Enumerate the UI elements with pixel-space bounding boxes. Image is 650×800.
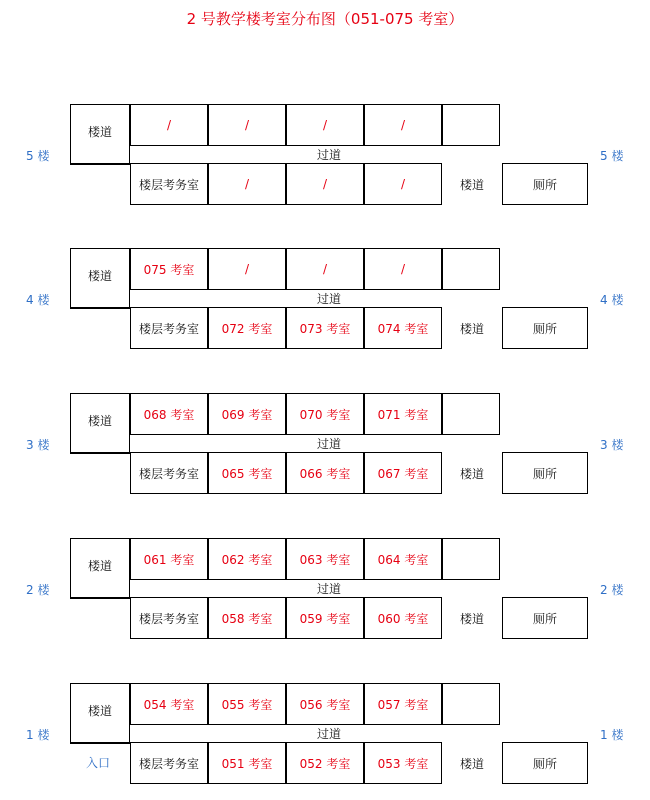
bottom-room-1: 065 考室 <box>208 452 286 494</box>
top-room-4: 057 考室 <box>364 683 442 725</box>
stairwell-left: 楼道 <box>70 538 130 598</box>
floor-label-left: 5 楼 <box>26 149 50 163</box>
corridor: 过道 <box>316 437 341 451</box>
bottom-room-2: 073 考室 <box>286 307 364 349</box>
bottom-room-3: 074 考室 <box>364 307 442 349</box>
top-room-4: 064 考室 <box>364 538 442 580</box>
bottom-room-2: 066 考室 <box>286 452 364 494</box>
top-room-3: 070 考室 <box>286 393 364 435</box>
floor-3 <box>0 393 650 493</box>
bottom-room-2: 059 考室 <box>286 597 364 639</box>
bottom-room-3: 053 考室 <box>364 742 442 784</box>
page-title: 2 号教学楼考室分布图（051-075 考室） <box>186 10 464 28</box>
stairwell-right: 楼道 <box>442 597 502 639</box>
top-room-1: 054 考室 <box>130 683 208 725</box>
top-room-1: 061 考室 <box>130 538 208 580</box>
top-room-2: 055 考室 <box>208 683 286 725</box>
floor-label-right: 5 楼 <box>600 149 624 163</box>
top-room-2: 062 考室 <box>208 538 286 580</box>
top-room-5 <box>442 683 500 725</box>
floor-label-right: 3 楼 <box>600 438 624 452</box>
top-room-3: / <box>286 248 364 290</box>
stairwell-left: 楼道 <box>70 683 130 743</box>
entrance-label: 入口 <box>86 756 111 770</box>
top-room-5 <box>442 538 500 580</box>
corridor: 过道 <box>316 582 341 596</box>
bottom-room-1: 072 考室 <box>208 307 286 349</box>
corridor: 过道 <box>316 727 341 741</box>
toilet: 厕所 <box>502 452 588 494</box>
bottom-room-3: 060 考室 <box>364 597 442 639</box>
floor-label-left: 2 楼 <box>26 583 50 597</box>
stairwell-right: 楼道 <box>442 452 502 494</box>
floor-office: 楼层考务室 <box>130 163 208 205</box>
stairwell-right: 楼道 <box>442 742 502 784</box>
stairwell-right: 楼道 <box>442 163 502 205</box>
stairwell-left: 楼道 <box>70 104 130 164</box>
bottom-room-3: / <box>364 163 442 205</box>
top-room-4: / <box>364 104 442 146</box>
bottom-room-1: 051 考室 <box>208 742 286 784</box>
floor-office: 楼层考务室 <box>130 452 208 494</box>
top-room-4: 071 考室 <box>364 393 442 435</box>
toilet: 厕所 <box>502 307 588 349</box>
floor-label-left: 3 楼 <box>26 438 50 452</box>
top-room-5 <box>442 104 500 146</box>
top-room-5 <box>442 248 500 290</box>
floor-5 <box>0 104 650 204</box>
bottom-room-2: / <box>286 163 364 205</box>
floor-4 <box>0 248 650 348</box>
floor-office: 楼层考务室 <box>130 307 208 349</box>
stairwell-left: 楼道 <box>70 393 130 453</box>
top-room-2: / <box>208 104 286 146</box>
bottom-room-2: 052 考室 <box>286 742 364 784</box>
stairwell-right: 楼道 <box>442 307 502 349</box>
toilet: 厕所 <box>502 163 588 205</box>
stairwell-left: 楼道 <box>70 248 130 308</box>
toilet: 厕所 <box>502 597 588 639</box>
floor-office: 楼层考务室 <box>130 742 208 784</box>
floor-1 <box>0 683 650 783</box>
floor-office: 楼层考务室 <box>130 597 208 639</box>
top-room-3: 063 考室 <box>286 538 364 580</box>
top-room-1: 068 考室 <box>130 393 208 435</box>
floor-label-right: 4 楼 <box>600 293 624 307</box>
top-room-3: / <box>286 104 364 146</box>
toilet: 厕所 <box>502 742 588 784</box>
corridor: 过道 <box>316 148 341 162</box>
floor-label-left: 4 楼 <box>26 293 50 307</box>
floor-2 <box>0 538 650 638</box>
bottom-room-1: 058 考室 <box>208 597 286 639</box>
corridor: 过道 <box>316 292 341 306</box>
floor-label-left: 1 楼 <box>26 728 50 742</box>
top-room-2: / <box>208 248 286 290</box>
top-room-2: 069 考室 <box>208 393 286 435</box>
floor-label-right: 1 楼 <box>600 728 624 742</box>
bottom-room-3: 067 考室 <box>364 452 442 494</box>
top-room-1: 075 考室 <box>130 248 208 290</box>
floor-label-right: 2 楼 <box>600 583 624 597</box>
top-room-3: 056 考室 <box>286 683 364 725</box>
top-room-4: / <box>364 248 442 290</box>
bottom-room-1: / <box>208 163 286 205</box>
top-room-1: / <box>130 104 208 146</box>
top-room-5 <box>442 393 500 435</box>
